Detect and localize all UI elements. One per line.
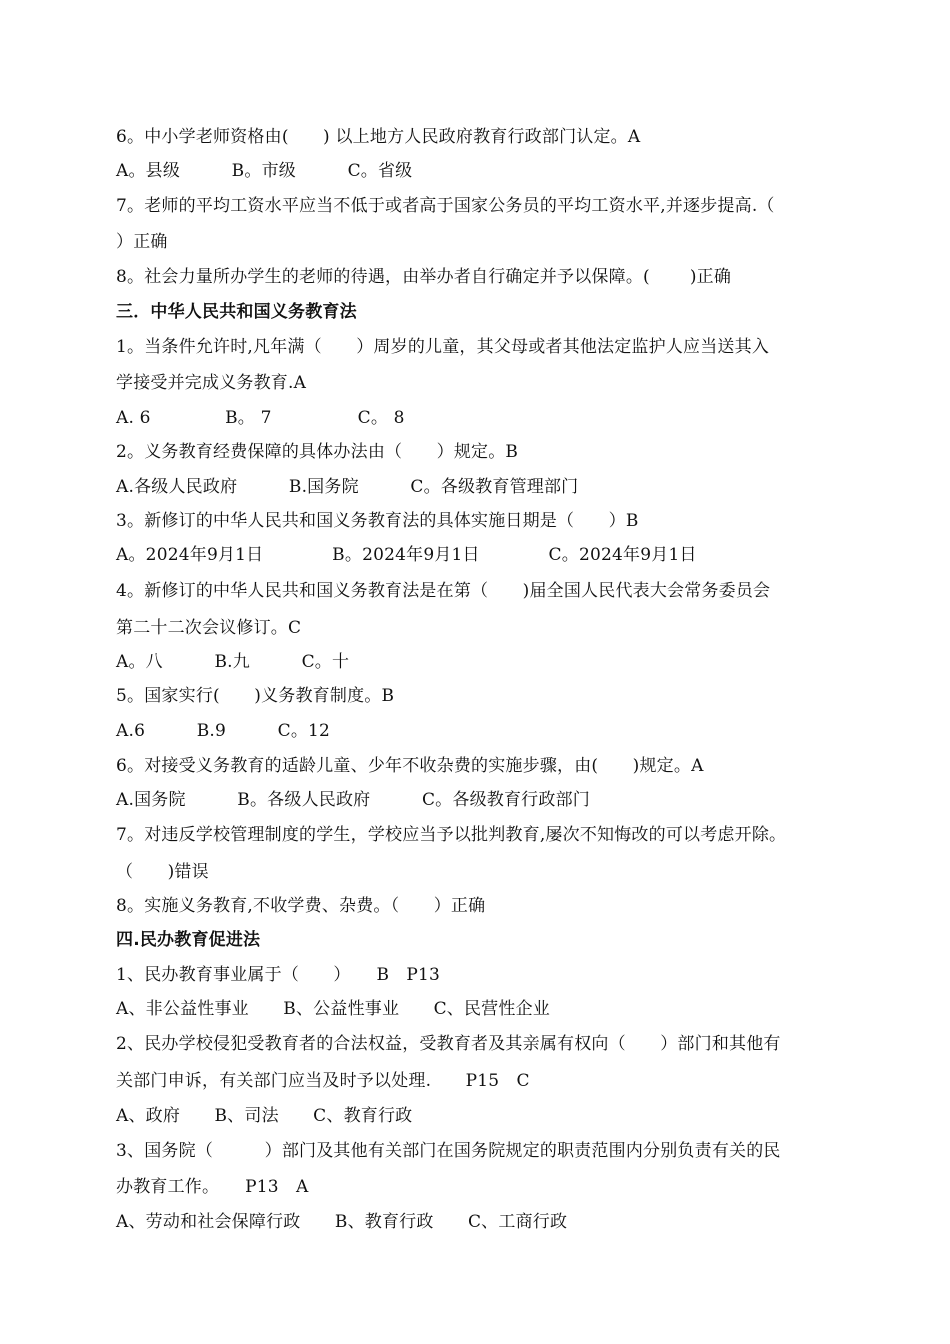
options-line: A、非公益性事业 B、公益性事业 C、民营性企业 [116,999,550,1019]
section-heading: 四.民办教育促进法 [116,930,261,950]
options-line: A、政府 B、司法 C、教育行政 [116,1106,413,1126]
question-line: 3。新修订的中华人民共和国义务教育法的具体实施日期是（ ）B [116,511,639,531]
question-line: 7。老师的平均工资水平应当不低于或者高于国家公务员的平均工资水平,并逐步提高.（ [116,196,775,216]
options-line: A。县级 B。市级 C。省级 [116,161,413,181]
question-line: 1。当条件允许时,凡年满（ ）周岁的儿童，其父母或者其他法定监护人应当送其入 [116,337,770,357]
question-line: 第二十二次会议修订。C [116,618,302,638]
options-line: A.6 B.9 C。12 [116,721,331,741]
options-line: A、劳动和社会保障行政 B、教育行政 C、工商行政 [116,1212,568,1232]
question-line: 2、民办学校侵犯受教育者的合法权益，受教育者及其亲属有权向（ ）部门和其他有 [116,1034,781,1054]
question-line: 7。对违反学校管理制度的学生，学校应当予以批判教育,屡次不知悔改的可以考虑开除。 [116,825,787,845]
question-line: 3、国务院（ ）部门及其他有关部门在国务院规定的职责范围内分别负责有关的民 [116,1141,781,1161]
question-line: ）正确 [116,232,168,252]
question-line: 关部门申诉，有关部门应当及时予以处理. P15 C [116,1071,530,1091]
question-line: 4。新修订的中华人民共和国义务教育法是在第（ )届全国人民代表大会常务委员会 [116,581,771,601]
question-line: 5。国家实行( )义务教育制度。B [116,686,395,706]
options-line: A。八 B.九 C。十 [116,652,350,672]
options-line: A. 6 B。 7 C。 8 [116,408,405,428]
section-heading: 三．中华人民共和国义务教育法 [116,302,357,322]
question-line: 办教育工作。 P13 A [116,1177,309,1197]
question-line: 6。中小学老师资格由( ) 以上地方人民政府教育行政部门认定。A [116,127,641,147]
question-line: 8。实施义务教育,不收学费、杂费。（ ）正确 [116,896,486,916]
question-line: 学接受并完成义务教育.A [116,373,307,393]
question-line: 8。社会力量所办学生的老师的待遇，由举办者自行确定并予以保障。( )正确 [116,267,732,287]
question-line: 6。对接受义务教育的适龄儿童、少年不收杂费的实施步骤，由( )规定。A [116,756,704,776]
options-line: A.国务院 B。各级人民政府 C。各级教育行政部门 [116,790,590,810]
question-line: 2。义务教育经费保障的具体办法由（ ）规定。B [116,442,519,462]
options-line: A。2024年9月1日 B。2024年9月1日 C。2024年9月1日 [116,545,697,565]
question-line: （ )错误 [116,862,209,882]
question-line: 1、民办教育事业属于（ ） B P13 [116,965,441,985]
options-line: A.各级人民政府 B.国务院 C。各级教育管理部门 [116,477,579,497]
